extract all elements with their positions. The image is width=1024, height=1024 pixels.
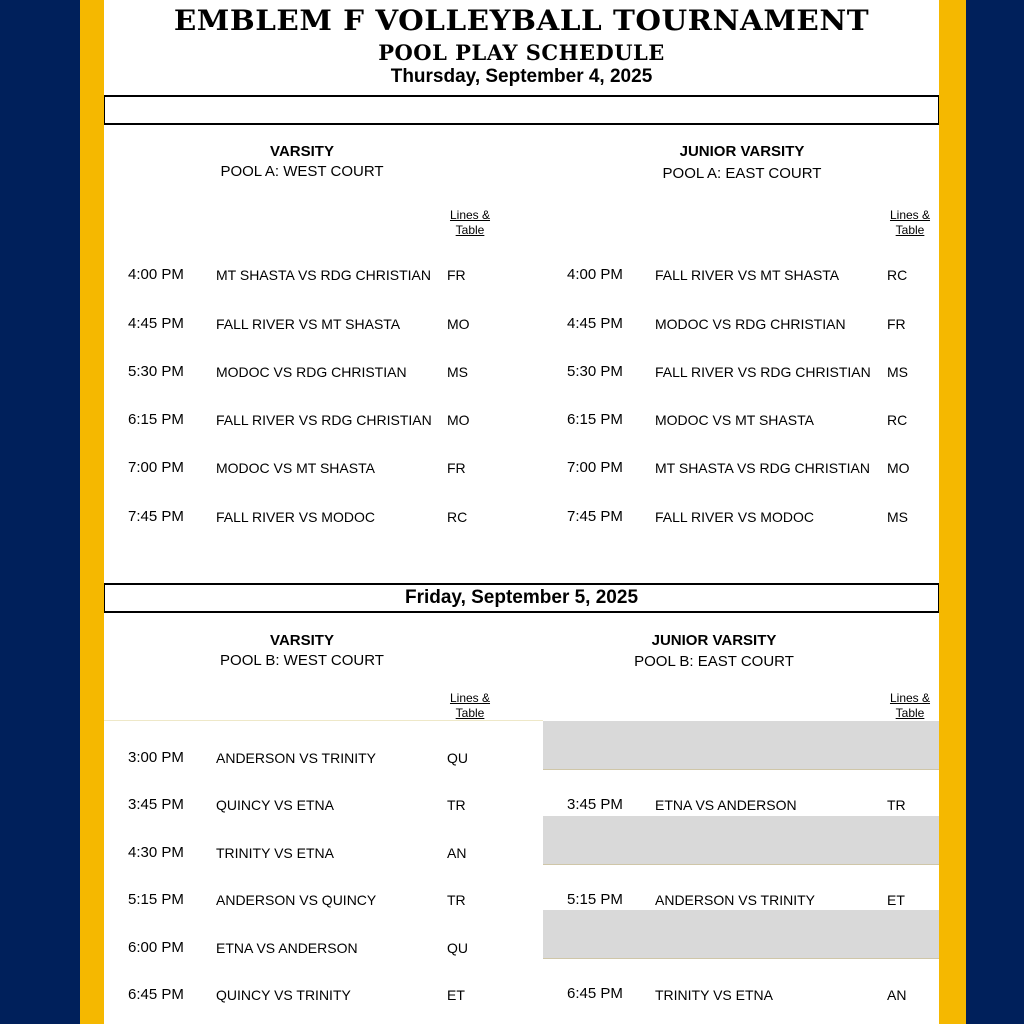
schedule-subtitle: POOL PLAY SCHEDULE <box>378 40 665 65</box>
game-officials: FR <box>447 460 466 476</box>
thursday-date: Thursday, September 4, 2025 <box>390 66 653 87</box>
thursday-jv-lines-table-header: Lines & Table <box>889 208 931 237</box>
game-time: 7:00 PM <box>128 459 184 476</box>
game-time: 6:00 PM <box>128 939 184 956</box>
game-officials: AN <box>447 845 467 861</box>
game-officials: AN <box>887 987 907 1003</box>
game-matchup: MT SHASTA VS RDG CHRISTIAN <box>655 460 870 476</box>
game-matchup: ETNA VS ANDERSON <box>216 940 358 956</box>
empty-slot <box>543 721 939 770</box>
game-officials: MO <box>887 460 910 476</box>
friday-jv-lines-table-header: Lines & Table <box>889 691 931 720</box>
game-time: 4:30 PM <box>128 844 184 861</box>
game-matchup: FALL RIVER VS RDG CHRISTIAN <box>216 412 432 428</box>
game-matchup: MODOC VS RDG CHRISTIAN <box>216 364 407 380</box>
thursday-varsity-heading: VARSITY <box>270 143 334 160</box>
thursday-jv-heading: JUNIOR VARSITY <box>679 143 805 160</box>
game-matchup: FALL RIVER VS MT SHASTA <box>655 267 840 283</box>
game-matchup: MT SHASTA VS RDG CHRISTIAN <box>216 267 431 283</box>
friday-varsity-lines-table-header: Lines & Table <box>449 691 491 720</box>
game-time: 4:00 PM <box>567 266 623 283</box>
game-time: 7:45 PM <box>567 508 623 525</box>
game-officials: MS <box>887 364 908 380</box>
game-matchup: TRINITY VS ETNA <box>655 987 773 1003</box>
game-time: 5:30 PM <box>128 363 184 380</box>
game-time: 3:00 PM <box>128 749 184 766</box>
game-matchup: ETNA VS ANDERSON <box>655 797 797 813</box>
game-time: 6:15 PM <box>567 411 623 428</box>
divider <box>104 720 543 721</box>
game-matchup: QUINCY VS ETNA <box>216 797 334 813</box>
thursday-varsity-pool: POOL A: WEST COURT <box>220 163 384 180</box>
game-matchup: FALL RIVER VS MT SHASTA <box>216 316 401 332</box>
game-time: 6:45 PM <box>567 985 623 1002</box>
game-time: 7:45 PM <box>128 508 184 525</box>
game-time: 3:45 PM <box>567 796 623 813</box>
friday-varsity-heading: VARSITY <box>270 632 334 649</box>
game-officials: RC <box>887 267 908 283</box>
game-time: 5:15 PM <box>128 891 184 908</box>
game-officials: TR <box>447 892 466 908</box>
empty-slot <box>543 910 939 959</box>
thursday-jv-pool: POOL A: EAST COURT <box>662 165 822 182</box>
game-officials: RC <box>887 412 908 428</box>
game-matchup: MODOC VS MT SHASTA <box>216 460 375 476</box>
game-officials: RC <box>447 509 468 525</box>
game-officials: FR <box>447 267 466 283</box>
game-officials: ET <box>447 987 465 1003</box>
game-officials: MO <box>447 412 470 428</box>
thursday-varsity-lines-table-header: Lines & Table <box>449 208 491 237</box>
friday-jv-pool: POOL B: EAST COURT <box>634 653 794 670</box>
game-matchup: ANDERSON VS QUINCY <box>216 892 377 908</box>
friday-jv-heading: JUNIOR VARSITY <box>651 632 777 649</box>
game-time: 6:45 PM <box>128 986 184 1003</box>
game-officials: MS <box>447 364 468 380</box>
game-officials: TR <box>887 797 906 813</box>
game-matchup: QUINCY VS TRINITY <box>216 987 351 1003</box>
game-matchup: ANDERSON VS TRINITY <box>216 750 376 766</box>
game-time: 6:15 PM <box>128 411 184 428</box>
thursday-banner <box>104 95 939 125</box>
game-matchup: TRINITY VS ETNA <box>216 845 334 861</box>
game-officials: MO <box>447 316 470 332</box>
game-time: 5:30 PM <box>567 363 623 380</box>
friday-varsity-pool: POOL B: WEST COURT <box>220 652 384 669</box>
game-officials: QU <box>447 940 468 956</box>
game-time: 4:45 PM <box>567 315 623 332</box>
game-matchup: MODOC VS RDG CHRISTIAN <box>655 316 846 332</box>
game-time: 4:00 PM <box>128 266 184 283</box>
game-time: 5:15 PM <box>567 891 623 908</box>
friday-banner: Friday, September 5, 2025 <box>104 583 939 613</box>
game-officials: TR <box>447 797 466 813</box>
game-matchup: ANDERSON VS TRINITY <box>655 892 815 908</box>
game-matchup: FALL RIVER VS MODOC <box>655 509 814 525</box>
game-matchup: FALL RIVER VS MODOC <box>216 509 375 525</box>
empty-slot <box>543 816 939 865</box>
tournament-title: EMBLEM F VOLLEYBALL TOURNAMENT <box>173 4 870 37</box>
game-matchup: MODOC VS MT SHASTA <box>655 412 814 428</box>
game-time: 7:00 PM <box>567 459 623 476</box>
game-time: 3:45 PM <box>128 796 184 813</box>
game-time: 4:45 PM <box>128 315 184 332</box>
schedule-sheet <box>104 0 939 1024</box>
game-officials: FR <box>887 316 906 332</box>
game-officials: ET <box>887 892 905 908</box>
game-officials: MS <box>887 509 908 525</box>
game-matchup: FALL RIVER VS RDG CHRISTIAN <box>655 364 871 380</box>
game-officials: QU <box>447 750 468 766</box>
